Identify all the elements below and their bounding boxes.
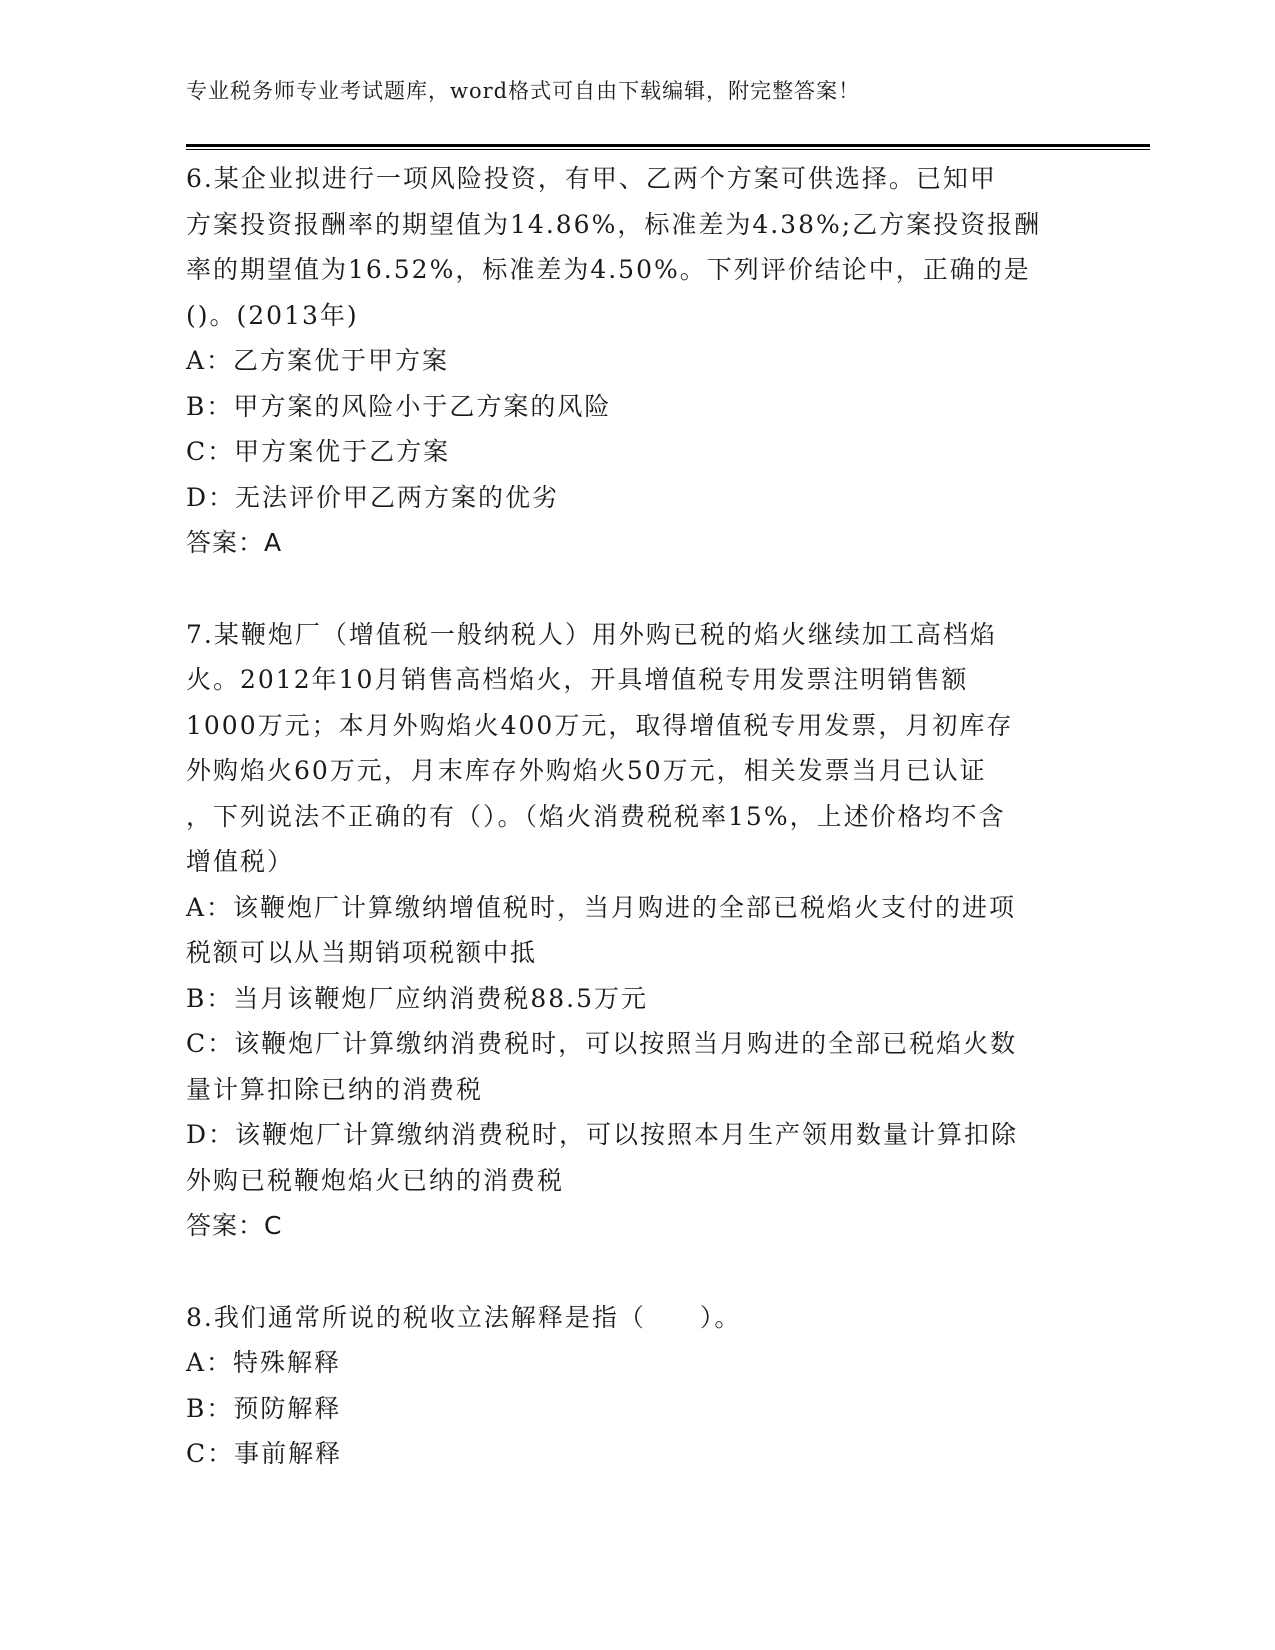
header-divider-thin [186,149,1150,150]
option-b: B：预防解释 [186,1393,342,1423]
stem-line: 1000万元；本月外购焰火400万元，取得增值税专用发票，月初库存 [186,710,1014,740]
question-6 [186,156,1086,566]
option-a: A：乙方案优于甲方案 [186,346,450,375]
stem-line: 7.某鞭炮厂（增值税一般纳税人）用外购已税的焰火继续加工高档焰 [186,619,997,649]
option-d: D：该鞭炮厂计算缴纳消费税时，可以按照本月生产领用数量计算扣除 [186,1120,1019,1149]
answer-line: 答案：C [186,1211,283,1240]
page-header: 专业税务师专业考试题库，word格式可自由下载编辑，附完整答案！ [186,79,861,103]
question-options [186,338,1086,520]
option-d-continued: 外购已税鞭炮焰火已纳的消费税 [186,1165,565,1195]
option-a: A：特殊解释 [186,1348,342,1377]
option-c-continued: 量计算扣除已纳的消费税 [186,1074,484,1104]
option-b: B：当月该鞭炮厂应纳消费税88.5万元 [186,983,649,1013]
question-stem [186,156,1086,338]
option-a: A：该鞭炮厂计算缴纳增值税时，当月购进的全部已税焰火支付的进项 [186,892,1017,922]
answer-line: 答案：A [186,528,283,557]
question-options [186,885,1086,1204]
stem-line: 方案投资报酬率的期望值为14.86%，标准差为4.38%;乙方案投资报酬 [186,209,1042,239]
stem-line: 率的期望值为16.52%，标准差为4.50%。下列评价结论中，正确的是 [186,255,1031,284]
stem-line: ()。(2013年) [186,300,359,330]
option-c: C：该鞭炮厂计算缴纳消费税时，可以按照当月购进的全部已税焰火数 [186,1029,1018,1058]
option-d: D：无法评价甲乙两方案的优劣 [186,482,560,512]
stem-line: ，下列说法不正确的有（）。（焰火消费税税率15%，上述价格均不含 [186,801,1006,831]
question-options [186,1340,1086,1477]
header-divider-thick [186,144,1150,147]
option-a-continued: 税额可以从当期销项税额中抵 [186,938,538,967]
stem-line: 火。2012年10月销售高档焰火，开具增值税专用发票注明销售额 [186,665,969,694]
question-list [186,156,1086,1523]
stem-line: 8.我们通常所说的税收立法解释是指（ ）。 [186,1302,742,1332]
option-c: C：事前解释 [186,1439,343,1468]
question-stem [186,612,1086,885]
stem-line: 增值税） [186,847,295,876]
option-b: B：甲方案的风险小于乙方案的风险 [186,391,612,421]
option-c: C：甲方案优于乙方案 [186,437,451,466]
question-8 [186,1295,1086,1477]
question-7 [186,612,1086,1249]
stem-line: 外购焰火60万元，月末库存外购焰火50万元，相关发票当月已认证 [186,756,987,785]
stem-line: 6.某企业拟进行一项风险投资，有甲、乙两个方案可供选择。已知甲 [186,164,997,193]
question-stem [186,1295,1086,1341]
